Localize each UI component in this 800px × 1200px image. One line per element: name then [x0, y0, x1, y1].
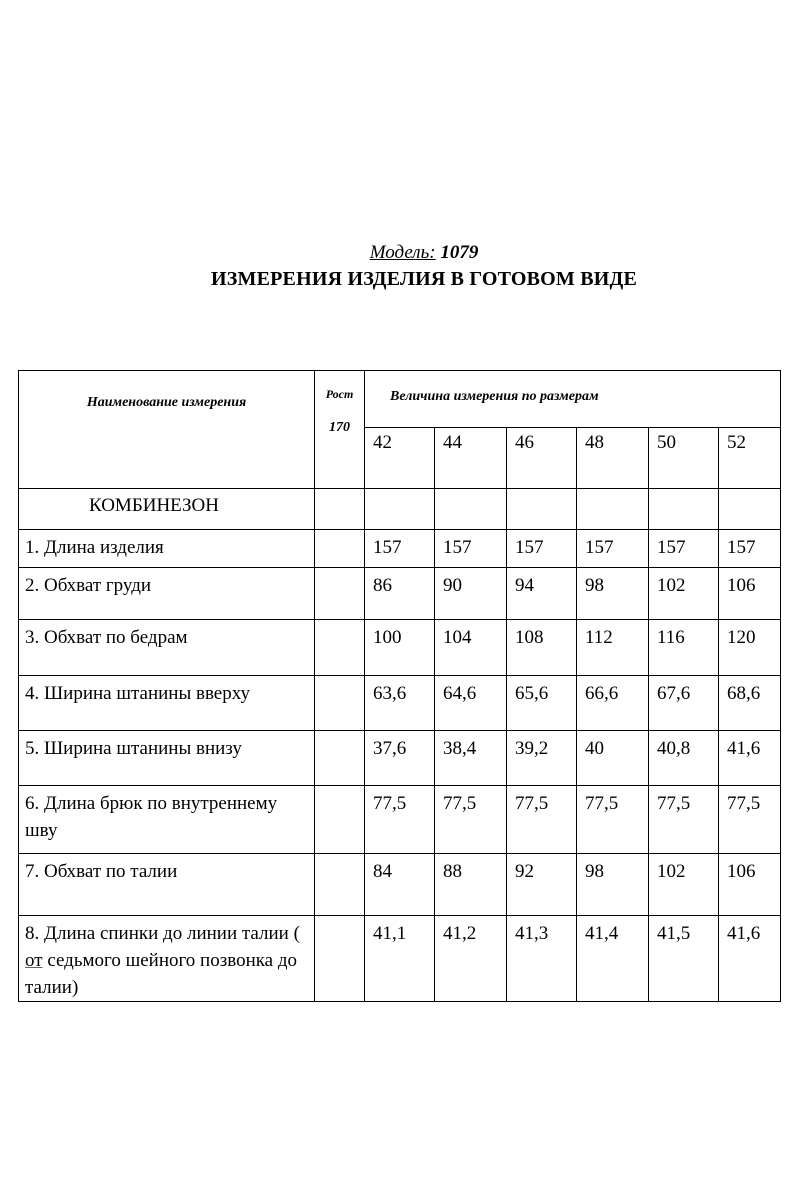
value-cell: 77,5: [649, 786, 719, 854]
row-label: 5. Ширина штанины внизу: [19, 731, 315, 786]
row-label: 1. Длина изделия: [19, 530, 315, 568]
value-cell: 98: [577, 854, 649, 916]
value-cell: 157: [365, 530, 435, 568]
row-label: 3. Обхват по бедрам: [19, 620, 315, 676]
value-cell: 84: [365, 854, 435, 916]
size-cell: 48: [577, 428, 649, 489]
value-cell: 116: [649, 620, 719, 676]
name-header: Наименование измерения: [19, 371, 315, 489]
row-label: 4. Ширина штанины вверху: [19, 676, 315, 731]
value-cell: 41,4: [577, 916, 649, 1002]
value-cell: 38,4: [435, 731, 507, 786]
value-cell: 104: [435, 620, 507, 676]
size-cell: 46: [507, 428, 577, 489]
row-label: 2. Обхват груди: [19, 568, 315, 620]
table-row: [19, 530, 781, 568]
value-cell: 64,6: [435, 676, 507, 731]
section-row: [19, 489, 781, 530]
growth-header: [315, 371, 365, 489]
size-cell: 44: [435, 428, 507, 489]
value-cell: 77,5: [719, 786, 781, 854]
value-cell: 77,5: [507, 786, 577, 854]
value-cell: 68,6: [719, 676, 781, 731]
value-cell: 157: [649, 530, 719, 568]
table-row: [19, 620, 781, 676]
table-row: [19, 854, 781, 916]
value-cell: 94: [507, 568, 577, 620]
value-cell: 40,8: [649, 731, 719, 786]
growth-value: 170: [329, 420, 350, 435]
value-cell: 40: [577, 731, 649, 786]
value-cell: 157: [435, 530, 507, 568]
value-cell: 41,5: [649, 916, 719, 1002]
value-cell: 41,1: [365, 916, 435, 1002]
value-cell: 41,2: [435, 916, 507, 1002]
value-cell: 41,6: [719, 731, 781, 786]
value-cell: 41,6: [719, 916, 781, 1002]
value-cell: 112: [577, 620, 649, 676]
measurements-table: [18, 370, 781, 1002]
value-cell: 67,6: [649, 676, 719, 731]
value-cell: 65,6: [507, 676, 577, 731]
value-cell: 63,6: [365, 676, 435, 731]
size-cell: 50: [649, 428, 719, 489]
value-cell: 86: [365, 568, 435, 620]
value-cell: 106: [719, 568, 781, 620]
row-label: 6. Длина брюк по внутреннему шву: [19, 786, 315, 854]
value-cell: 77,5: [577, 786, 649, 854]
row-label: 7. Обхват по талии: [19, 854, 315, 916]
value-cell: 102: [649, 854, 719, 916]
row-label-underlined: ( от: [25, 923, 300, 971]
value-cell: 77,5: [365, 786, 435, 854]
value-cell: 37,6: [365, 731, 435, 786]
size-cell: 52: [719, 428, 781, 489]
value-cell: 157: [719, 530, 781, 568]
value-cell: 92: [507, 854, 577, 916]
value-cell: 106: [719, 854, 781, 916]
value-cell: 66,6: [577, 676, 649, 731]
model-label: Модель:: [369, 242, 436, 263]
value-cell: 102: [649, 568, 719, 620]
model-line: [0, 242, 800, 264]
section-title: КОМБИНЕЗОН: [19, 489, 315, 530]
table-row: [19, 568, 781, 620]
value-cell: 88: [435, 854, 507, 916]
row-label-part: 8. Длина спинки до линии талии: [25, 923, 294, 944]
growth-label: Рост: [325, 387, 354, 401]
value-cell: 90: [435, 568, 507, 620]
sizes-header: Величина измерения по размерам: [365, 371, 781, 428]
value-cell: 120: [719, 620, 781, 676]
table-row: [19, 676, 781, 731]
value-cell: 98: [577, 568, 649, 620]
table-row: [19, 786, 781, 854]
value-cell: 108: [507, 620, 577, 676]
value-cell: 100: [365, 620, 435, 676]
document-title: ИЗМЕРЕНИЯ ИЗДЕЛИЯ В ГОТОВОМ ВИДЕ: [211, 268, 637, 290]
value-cell: 39,2: [507, 731, 577, 786]
row-label-part: седьмого шейного позвонка до талии): [25, 950, 298, 998]
value-cell: 77,5: [435, 786, 507, 854]
value-cell: 157: [577, 530, 649, 568]
table-row: [19, 916, 781, 1002]
row-label: [19, 916, 315, 1002]
value-cell: 41,3: [507, 916, 577, 1002]
size-cell: 42: [365, 428, 435, 489]
header-row: [19, 371, 781, 428]
model-number: 1079: [440, 242, 479, 263]
table-row: [19, 731, 781, 786]
value-cell: 157: [507, 530, 577, 568]
